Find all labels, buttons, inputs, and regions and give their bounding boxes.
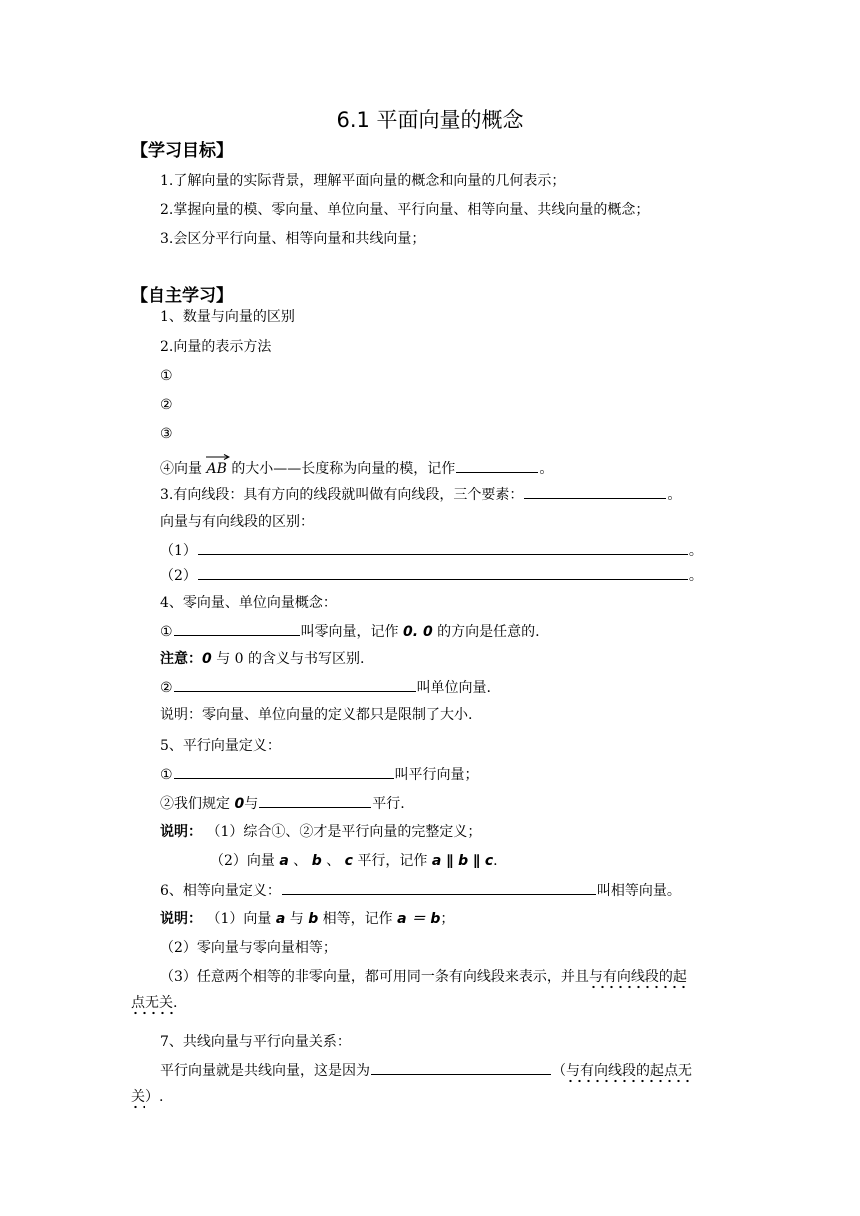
say-2-end: .	[493, 853, 498, 869]
say-2-vector-b: b	[311, 853, 322, 869]
modulus-prefix: ④向量	[160, 461, 202, 477]
three-elements-blank[interactable]	[524, 484, 666, 499]
objective-item-1: 1.了解向量的实际背景，理解平面向量的概念和向量的几何表示；	[160, 173, 566, 189]
collinear-line-1	[160, 1060, 692, 1081]
equal-note-3-end: .	[173, 995, 178, 1011]
unit-prefix: ②	[160, 680, 173, 696]
unit-text: 叫单位向量.	[416, 680, 492, 696]
collinear-emphasis: 与有向线段的起点无	[566, 1063, 692, 1084]
say-line-1	[160, 822, 481, 842]
equal-expression: a ＝ b	[397, 911, 441, 927]
equal-note-1-prefix: （1）向量	[206, 911, 272, 927]
equal-note-label: 说明：	[160, 911, 202, 927]
equal-note-3-line-1	[160, 967, 687, 987]
parallel-1-prefix: ①	[160, 767, 173, 783]
unit-vector-line	[160, 677, 491, 698]
parallel-2-symbol: 0	[234, 796, 245, 812]
equal-note-1	[160, 909, 454, 929]
section-6-text: 叫相等向量。	[596, 883, 681, 899]
vector-arrow-icon	[206, 454, 230, 460]
zero-direction-text: 的方向是任意的.	[437, 624, 540, 640]
equal-vector-blank[interactable]	[282, 880, 596, 895]
section-3-text: 3.有向线段：具有方向的线段就叫做有向线段，三个要素：	[160, 487, 524, 503]
say-2-separator-1: 、	[293, 853, 308, 869]
equal-note-3-emphasis-2: 点无关	[131, 995, 173, 1016]
parallel-line-1	[160, 764, 479, 785]
modulus-text: 的大小——长度称为向量的模，记作	[231, 461, 456, 477]
equal-note-3-text: （3）任意两个相等的非零向量，都可用同一条有向线段来表示，并且	[160, 969, 589, 985]
parallel-line-2	[160, 793, 405, 814]
modulus-end: 。	[539, 461, 554, 477]
equal-note-1-end: ；	[440, 911, 455, 927]
objective-item-3: 3.会区分平行向量、相等向量和共线向量；	[160, 231, 426, 247]
equal-note-1-with: 与	[289, 911, 304, 927]
equal-note-2: （2）零向量与零向量相等；	[160, 940, 337, 956]
section-2-title: 2.向量的表示方法	[160, 339, 272, 355]
parallel-1-text: 叫平行向量；	[394, 767, 479, 783]
parallel-2-end: 平行.	[372, 796, 405, 812]
section-6-prefix: 6、相等向量定义：	[160, 883, 281, 899]
modulus-line	[160, 455, 553, 479]
difference-2-blank[interactable]	[198, 565, 688, 580]
vector-ab	[206, 455, 226, 479]
note-line	[160, 649, 364, 669]
difference-1-blank[interactable]	[198, 540, 688, 555]
circled-item-3: ③	[160, 426, 173, 442]
equal-vector-a: a	[275, 911, 286, 927]
collinear-blank[interactable]	[371, 1060, 551, 1075]
equal-note-1-text: 相等，记作	[322, 911, 393, 927]
parallel-vector-blank[interactable]	[174, 764, 394, 779]
zero-symbol: 0. 0	[403, 624, 433, 640]
difference-title: 向量与有向线段的区别：	[160, 514, 314, 530]
circled-item-2: ②	[160, 397, 173, 413]
section-5-title: 5、平行向量定义：	[160, 738, 281, 754]
say-line-2	[210, 851, 498, 871]
equal-note-3-emphasis: 与有向线段的起	[589, 969, 687, 990]
section-3-end: 。	[667, 487, 682, 503]
difference-item-1	[160, 540, 703, 561]
zero-prefix: ①	[160, 624, 173, 640]
page-title: 6.1 平面向量的概念	[336, 108, 524, 132]
section-1-title: 1、数量与向量的区别	[160, 309, 295, 325]
collinear-paren: （	[552, 1063, 566, 1079]
say-2-separator-2: 、	[326, 853, 341, 869]
section-6-line	[160, 880, 681, 901]
zero-vector-line	[160, 621, 540, 642]
note-symbol: 0	[202, 651, 212, 667]
unit-note: 说明：零向量、单位向量的定义都只是限制了大小.	[160, 707, 473, 723]
zero-vector-blank[interactable]	[174, 621, 300, 636]
equal-vector-b: b	[308, 911, 319, 927]
difference-item-1-label: （1）	[160, 543, 197, 559]
say-2-vector-a: a	[279, 853, 289, 869]
objective-item-2: 2.掌握向量的模、零向量、单位向量、平行向量、相等向量、共线向量的概念；	[160, 202, 650, 218]
parallel-2-prefix: ②我们规定	[160, 796, 230, 812]
note-label: 注意：	[160, 651, 202, 667]
unit-vector-blank[interactable]	[174, 677, 416, 692]
collinear-line-2	[131, 1087, 163, 1107]
say-1-text: （1）综合①、②才是平行向量的完整定义；	[206, 824, 482, 840]
say-2-vector-c: c	[344, 853, 353, 869]
parallel-zero-blank[interactable]	[259, 793, 371, 808]
say-label: 说明：	[160, 824, 202, 840]
parallel-2-with: 与	[244, 796, 259, 812]
modulus-blank[interactable]	[456, 458, 538, 473]
collinear-emphasis-2: 关	[131, 1089, 145, 1110]
section-4-title: 4、零向量、单位向量概念：	[160, 595, 337, 611]
difference-item-2	[160, 565, 703, 586]
objectives-heading: 【学习目标】	[131, 141, 233, 161]
self-study-heading: 【自主学习】	[131, 286, 233, 306]
note-text: 与 0 的含义与书写区别.	[216, 651, 365, 667]
vector-ab-label: AB	[206, 461, 227, 477]
say-2-text: 平行，记作	[357, 853, 428, 869]
zero-text: 叫零向量，记作	[300, 624, 399, 640]
difference-item-2-end: 。	[688, 568, 703, 584]
section-7-title: 7、共线向量与平行向量关系：	[160, 1034, 351, 1050]
difference-item-2-label: （2）	[160, 568, 197, 584]
collinear-end: ）.	[145, 1089, 164, 1105]
equal-note-3-line-2	[131, 993, 177, 1013]
collinear-text: 平行向量就是共线向量，这是因为	[160, 1063, 370, 1079]
circled-item-1: ①	[160, 368, 173, 384]
say-2-prefix: （2）向量	[210, 853, 275, 869]
difference-item-1-end: 。	[688, 543, 703, 559]
section-3-line	[160, 484, 681, 505]
say-2-expression: a ∥ b ∥ c	[431, 853, 494, 869]
